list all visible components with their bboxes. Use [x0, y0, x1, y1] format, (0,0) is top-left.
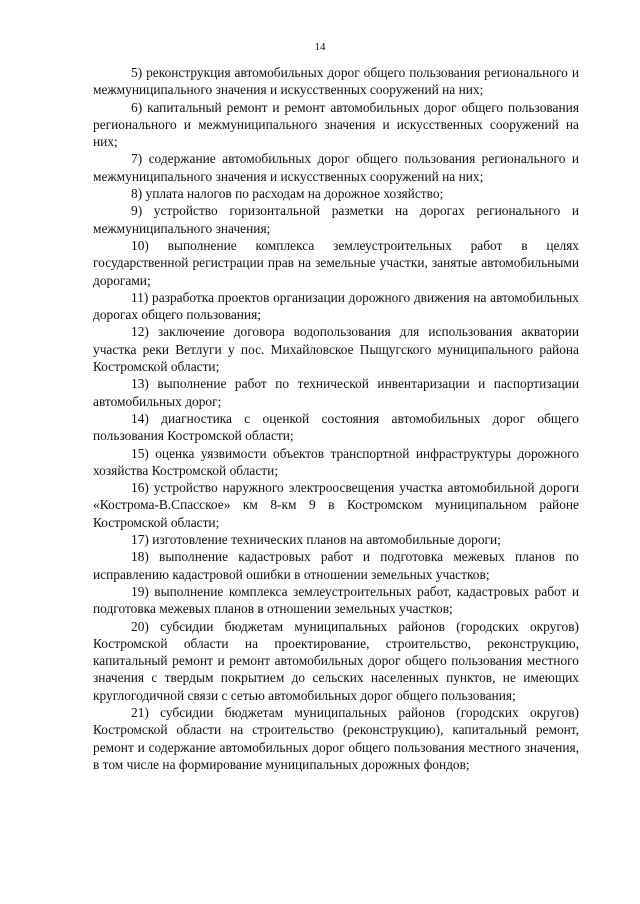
list-item-14: 14) диагностика с оценкой состояния автомобильных дорог общего пользования Костромской области;	[93, 410, 579, 444]
list-item-16: 16) устройство наружного электроосвещения участка автомобильной дороги «Кострома-В.Спасское» км 8-км 9 в Костромском муниципальном районе Костромской области;	[93, 480, 579, 530]
list-item-5: 5) реконструкция автомобильных дорог общего пользования регионального и межмуниципального значения и искусственных сооружений на них;	[93, 65, 579, 98]
list-item-18: 18) выполнение кадастровых работ и подготовка межевых планов по исправлению кадастровой ошибки в отношении земельных участков;	[93, 549, 579, 582]
list-item-20: 20) субсидии бюджетам муниципальных районов (городских округов) Костромской области на проектирование, строительство, реконструкцию, капитальный ремонт и ремонт автомобильных дорог общего пользования местного значения с твердым покрытием до сельских населенных пунктов, не имеющих круглогодичной связи с сетью автомобильных дорог общего пользования;	[93, 618, 579, 703]
list-item-12: 12) заключение договора водопользования для использования акватории участка реки Ветлуги у пос. Михайловское Пыщугского муниципального района Костромской области;	[93, 324, 579, 375]
list-item-7: 7) содержание автомобильных дорог общего пользования регионального и межмуниципального значения и искусственных сооружений на них;	[93, 151, 579, 184]
list-item-17: 17) изготовление технических планов на автомобильные дороги;	[131, 532, 501, 548]
list-item-19: 19) выполнение комплекса землеустроительных работ, кадастровых работ и подготовка межевых планов в отношении земельных участков;	[93, 583, 579, 617]
list-item-10: 10) выполнение комплекса землеустроительных работ в целях государственной регистрации прав на земельные участки, занятые автомобильными дорогами;	[93, 237, 579, 288]
list-item-6: 6) капитальный ремонт и ремонт автомобильных дорог общего пользования регионального и межмуниципального значения и искусственных сооружений на них;	[93, 99, 579, 150]
page-number: 14	[314, 41, 326, 53]
list-item-21: 21) субсидии бюджетам муниципальных районов (городских округов) Костромской области на строительство (реконструкцию), капитальный ремонт, ремонт и содержание автомобильных дорог общего пользования местного значения, в том числе на формирование муниципальных дорожных фондов;	[93, 704, 579, 772]
list-item-13: 13) выполнение работ по технической инвентаризации и паспортизации автомобильных дорог;	[93, 376, 579, 409]
document-body	[93, 64, 579, 773]
list-item-8: 8) уплата налогов по расходам на дорожное хозяйство;	[131, 186, 444, 202]
list-item-11: 11) разработка проектов организации дорожного движения на автомобильных дорогах общего пользования;	[93, 289, 579, 323]
list-item-9: 9) устройство горизонтальной разметки на дорогах регионального и межмуниципального значения;	[93, 203, 579, 236]
list-item-15: 15) оценка уязвимости объектов транспортной инфраструктуры дорожного хозяйства Костромской области;	[93, 445, 579, 478]
